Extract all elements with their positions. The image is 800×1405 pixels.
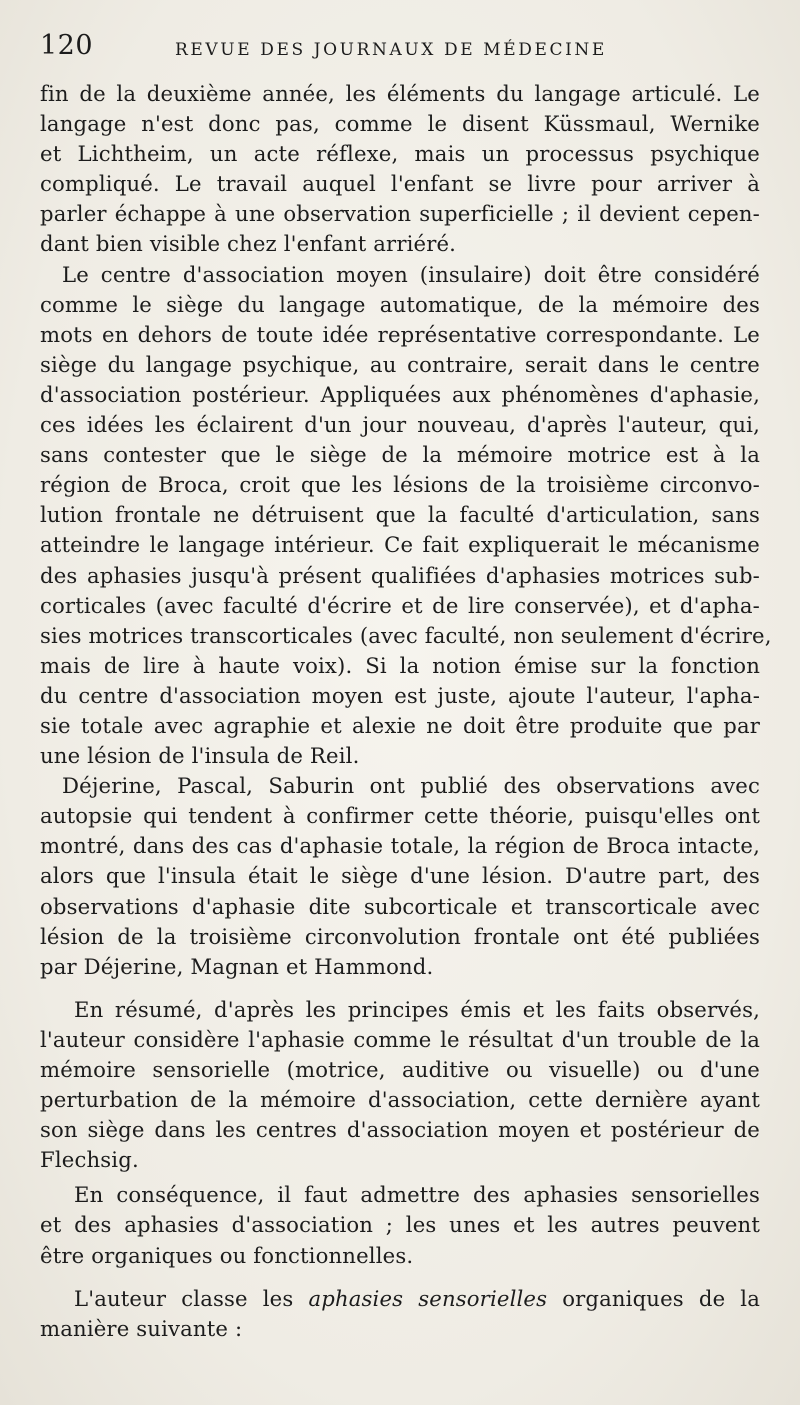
running-head: REVUE DES JOURNAUX DE MÉDECINE <box>175 40 607 60</box>
paragraph-1 <box>40 79 760 260</box>
text-line: sies motrices transcorticales (avec faculté, non seulement d'écrire, <box>40 622 772 648</box>
text-line: mémoire sensorielle (motrice, auditive ou visuelle) ou d'une <box>40 1057 760 1082</box>
text-line-with-emphasis <box>40 1284 760 1314</box>
text-line: perturbation de la mémoire d'association, cette dernière ayant <box>40 1087 760 1113</box>
text-line: Le centre d'association moyen (insulaire) doit être considéré <box>62 261 760 287</box>
paragraph-5 <box>40 1180 760 1270</box>
text-line: son siège dans les centres d'association moyen et postérieur de <box>40 1117 760 1143</box>
text-line: sie totale avec agraphie et alexie ne doit être produite que par <box>40 712 760 738</box>
text-line: dant bien visible chez l'enfant arriéré. <box>40 231 457 257</box>
paragraph-gap <box>40 982 760 995</box>
paragraph-4 <box>40 995 760 1176</box>
line-start: L'auteur classe les <box>74 1285 309 1311</box>
text-line: mais de lire à haute voix). Si la notion émise sur la fonction <box>40 652 760 678</box>
paragraph-3 <box>40 771 760 982</box>
text-line: lution frontale ne détruisent que la faculté d'articulation, sans <box>40 502 760 528</box>
text-line: parler échappe à une observation superficielle ; il devient cepen- <box>40 201 760 227</box>
text-line: et des aphasies d'association ; les unes et les autres peuvent <box>40 1212 760 1238</box>
text-line: montré, dans des cas d'aphasie totale, la région de Broca intacte, <box>40 833 760 859</box>
text-line: atteindre le langage intérieur. Ce fait expliquerait le mécanisme <box>40 532 760 558</box>
text-line: sans contester que le siège de la mémoire motrice est à la <box>40 442 760 468</box>
text-line: Déjerine, Pascal, Saburin ont publié des observations avec <box>62 773 760 799</box>
text-line: manière suivante : <box>40 1315 243 1341</box>
text-line: du centre d'association moyen est juste, ajoute l'auteur, l'apha- <box>40 682 760 708</box>
text-line: Flechsig. <box>40 1147 139 1173</box>
page-header <box>40 30 760 70</box>
body-text <box>40 79 772 1344</box>
text-line: être organiques ou fonctionnelles. <box>40 1242 414 1268</box>
paragraph-6 <box>40 1284 760 1344</box>
text-line: siège du langage psychique, au contraire, serait dans le centre <box>40 351 760 377</box>
line-end: organiques de la <box>547 1285 761 1311</box>
text-line: observations d'aphasie dite subcorticale et transcorticale avec <box>40 893 760 919</box>
text-line: lésion de la troisième circonvolution frontale ont été publiées <box>40 923 760 949</box>
text-line: ces idées les éclairent d'un jour nouveau, d'après l'auteur, qui, <box>40 412 760 438</box>
text-line: corticales (avec faculté d'écrire et de lire conservée), et d'apha- <box>40 592 760 618</box>
text-line: par Déjerine, Magnan et Hammond. <box>40 953 434 979</box>
text-line: l'auteur considère l'aphasie comme le résultat d'un trouble de la <box>40 1026 760 1052</box>
text-line: alors que l'insula était le siège d'une lésion. D'autre part, des <box>40 863 760 889</box>
paragraph-gap <box>40 1271 760 1284</box>
text-line: comme le siège du langage automatique, de la mémoire des <box>40 291 760 317</box>
text-line: région de Broca, croit que les lésions de la troisième circonvo- <box>40 472 760 498</box>
paragraph-2 <box>40 260 772 772</box>
text-line: une lésion de l'insula de Reil. <box>40 743 360 769</box>
text-line: En résumé, d'après les principes émis et les faits observés, <box>74 996 760 1022</box>
text-line: d'association postérieur. Appliquées aux phénomènes d'aphasie, <box>40 381 760 407</box>
text-line: fin de la deuxième année, les éléments du langage articulé. Le <box>40 81 760 106</box>
text-line: En conséquence, il faut admettre des aphasies sensorielles <box>74 1182 760 1208</box>
page-number: 120 <box>40 30 94 61</box>
text-line: autopsie qui tendent à confirmer cette théorie, puisqu'elles ont <box>40 803 760 829</box>
italic-term: aphasies sensorielles <box>308 1285 548 1311</box>
text-line: compliqué. Le travail auquel l'enfant se livre pour arriver à <box>40 171 760 197</box>
text-line: mots en dehors de toute idée représentative correspondante. Le <box>40 321 760 347</box>
text-line: langage n'est donc pas, comme le disent Küssmaul, Wernike <box>40 111 760 137</box>
text-line: et Lichtheim, un acte réflexe, mais un processus psychique <box>40 141 760 167</box>
text-line: des aphasies jusqu'à présent qualifiées d'aphasies motrices sub- <box>40 562 760 588</box>
